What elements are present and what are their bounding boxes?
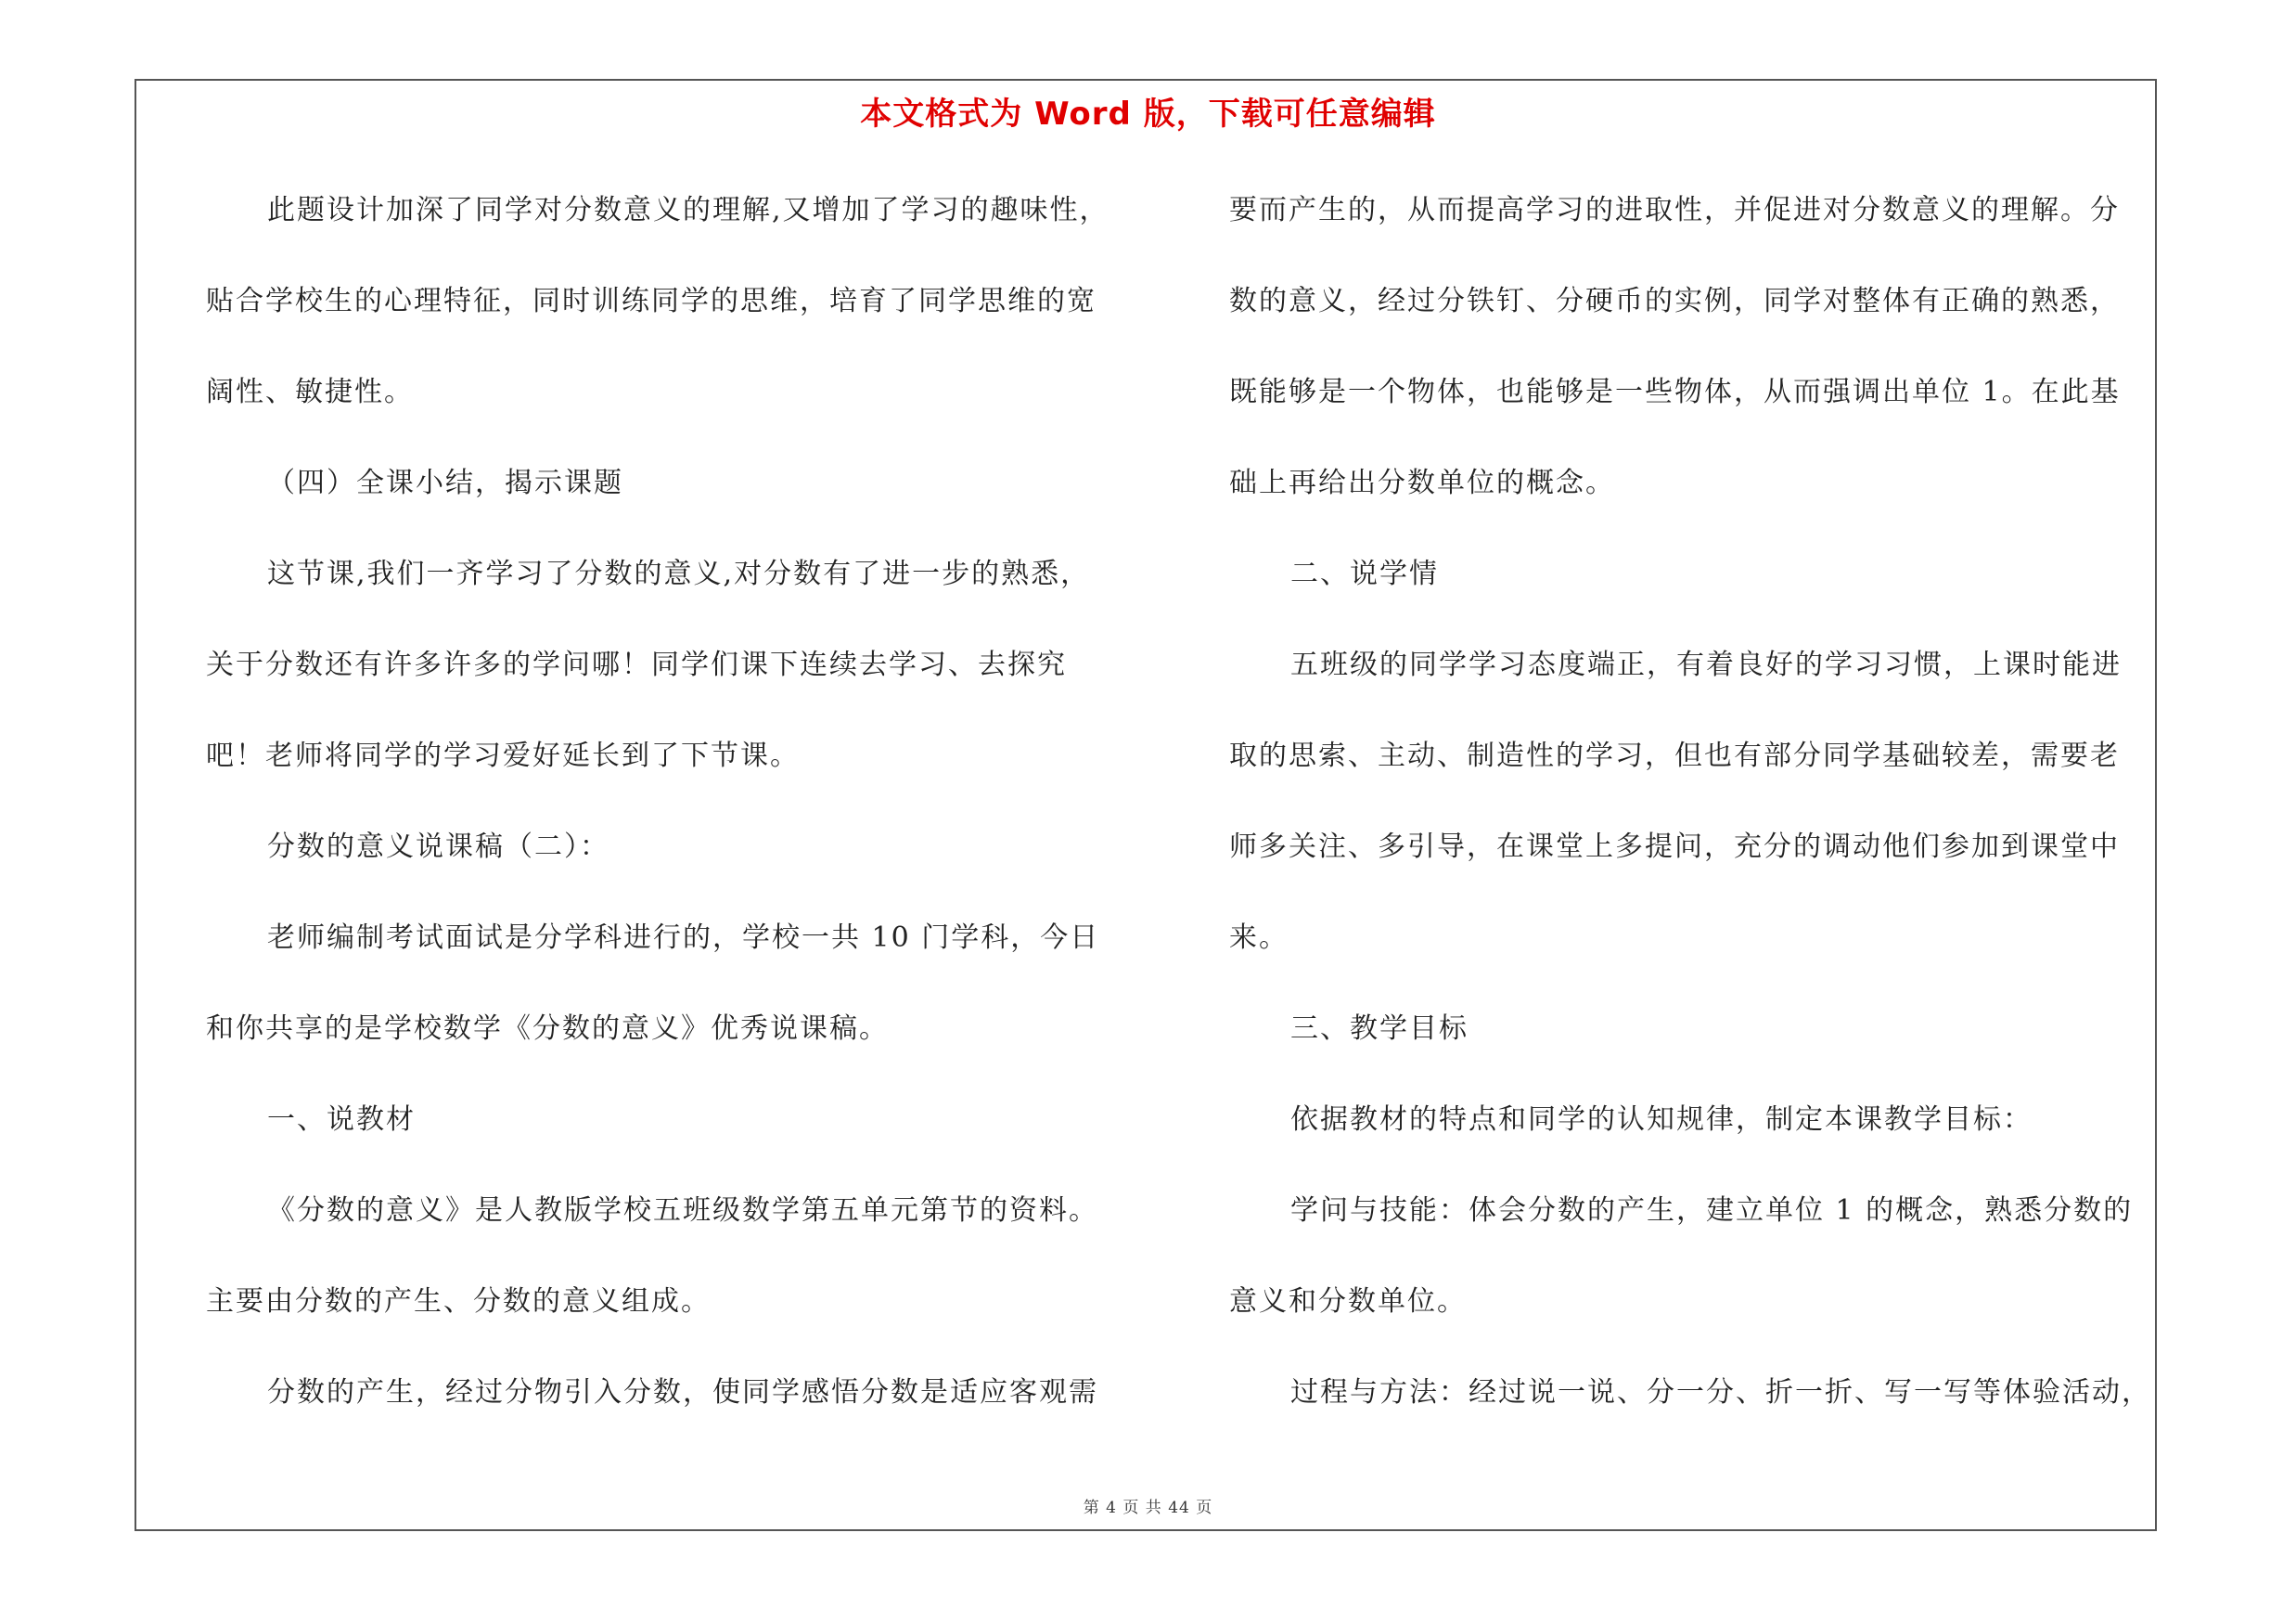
paragraph-line: 主要由分数的产生、分数的意义组成。 (206, 1285, 711, 1318)
paragraph-line: 阔性、敏捷性。 (206, 376, 414, 408)
paragraph-line: （四）全课小结，揭示课题 (267, 467, 623, 499)
paragraph-line: 老师编制考试面试是分学科进行的，学校一共 10 门学科，今日 (267, 921, 1100, 954)
paragraph-line: 五班级的同学学习态度端正，有着良好的学习习惯，上课时能进 (1290, 649, 2122, 681)
paragraph-line: 二、说学情 (1290, 558, 1439, 590)
left-text-column (206, 184, 1152, 1457)
paragraph-line: 关于分数还有许多许多的学问哪！同学们课下连续去学习、去探究 (206, 649, 1067, 681)
paragraph-line: 取的思索、主动、制造性的学习，但也有部分同学基础较差，需要老 (1229, 740, 2120, 772)
paragraph-line: 《分数的意义》是人教版学校五班级数学第五单元第节的资料。 (267, 1194, 1098, 1227)
page-number-footer: 第 4 页 共 44 页 (1083, 1499, 1213, 1517)
paragraph-line: 础上再给出分数单位的概念。 (1229, 467, 1615, 499)
right-text-column (1229, 184, 2155, 1457)
paragraph-line: 意义和分数单位。 (1229, 1285, 1467, 1318)
paragraph-line: 要而产生的，从而提高学习的进取性，并促进对分数意义的理解。分 (1229, 194, 2120, 226)
paragraph-line: 分数的产生，经过分物引入分数，使同学感悟分数是适应客观需 (267, 1376, 1098, 1409)
paragraph-line: 数的意义，经过分铁钉、分硬币的实例，同学对整体有正确的熟悉， (1229, 285, 2120, 317)
paragraph-line: 这节课,我们一齐学习了分数的意义,对分数有了进一步的熟悉， (267, 558, 1091, 590)
paragraph-line: 吧！老师将同学的学习爱好延长到了下节课。 (206, 740, 800, 772)
paragraph-line: 一、说教材 (267, 1103, 416, 1136)
paragraph-line: 来。 (1229, 921, 1289, 954)
paragraph-line: 师多关注、多引导，在课堂上多提问，充分的调动他们参加到课堂中 (1229, 831, 2120, 863)
paragraph-line: 和你共享的是学校数学《分数的意义》优秀说课稿。 (206, 1012, 889, 1045)
paragraph-line: 过程与方法：经过说一说、分一分、折一折、写一写等体验活动， (1290, 1376, 2151, 1409)
paragraph-line: 既能够是一个物体，也能够是一些物体，从而强调出单位 1。在此基 (1229, 376, 2121, 408)
paragraph-line: 学问与技能：体会分数的产生，建立单位 1 的概念，熟悉分数的 (1290, 1194, 2134, 1227)
paragraph-line: 分数的意义说课稿（二）： (267, 831, 609, 863)
paragraph-line: 三、教学目标 (1290, 1012, 1469, 1045)
paragraph-line: 依据教材的特点和同学的认知规律，制定本课教学目标： (1290, 1103, 2033, 1136)
paragraph-line: 贴合学校生的心理特征，同时训练同学的思维，培育了同学思维的宽 (206, 285, 1097, 317)
paragraph-line: 此题设计加深了同学对分数意义的理解,又增加了学习的趣味性， (267, 194, 1110, 226)
word-format-banner: 本文格式为 Word 版，下载可任意编辑 (860, 96, 1436, 133)
